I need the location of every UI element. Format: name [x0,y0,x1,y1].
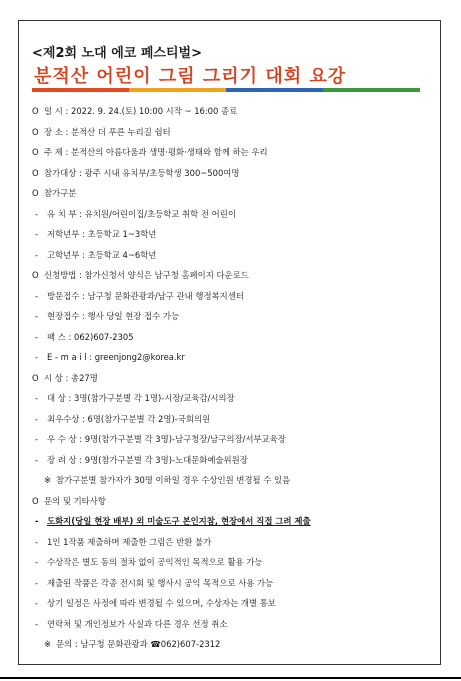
line-schedule-change [32,593,434,614]
line-text: 상기 일정은 사정에 따라 변경될 수 있으며, 수상자는 개별 통보 [47,598,276,608]
dash-marker: - [35,577,39,588]
line-categories-heading [32,183,434,204]
dash-marker: - [35,536,39,547]
line-text: 1인 1작품 제출하며 제출한 그림은 반환 불가 [47,536,212,547]
line-lower-grade [32,224,434,245]
bullet-marker: O [32,270,39,280]
line-text: 연락처 및 개인정보가 사실과 다른 경우 선정 취소 [47,618,228,629]
bullet-marker: O [32,147,39,157]
color-segment-4 [323,88,420,92]
line-date [32,101,434,122]
line-text: 문의 : 남구청 문화관광과 ☎062)607-2312 [56,639,221,649]
line-one-entry [32,532,434,553]
dash-marker: - [35,413,39,424]
dash-marker: - [35,454,39,465]
line-text: 최우수상 : 6명(참가구분별 각 2명)-국회의원 [47,413,211,424]
color-segment-3 [226,88,323,92]
line-materials [32,511,434,532]
line-text: 참가구분별 참가자가 30명 이하일 경우 수상인원 변경될 수 있음 [56,475,291,485]
bullet-marker: O [32,106,39,116]
event-subtitle: <제2회 노대 에코 페스티벌> [32,46,202,61]
line-awards [32,368,434,389]
dash-marker: - [35,229,39,239]
dash-marker: - [35,352,39,362]
line-email [32,347,434,368]
line-upper-grade [32,245,434,266]
line-inquiry-heading [32,491,434,512]
line-kindergarten [32,204,434,225]
dash-marker: - [35,331,39,342]
color-segment-1 [32,88,129,92]
bullet-marker: O [32,372,39,383]
line-text: 문의 및 기타사항 [44,495,106,506]
note-marker: ※ [44,639,52,649]
dash-marker: - [35,311,39,321]
line-text: 시 상 : 총27명 [44,372,98,383]
page-title: 분적산 어린이 그림 그리기 대회 요강 [34,66,347,87]
bullet-marker: O [32,167,39,178]
line-text: 제출된 작품은 각종 전시회 및 행사시 공익 목적으로 사용 가능 [47,577,274,588]
line-application [32,265,434,286]
line-cancellation [32,614,434,635]
line-text: 주 제 : 분적산의 아름다움과 생명·평화·생태와 함께 하는 우리 [44,147,268,157]
dash-marker: - [35,516,39,526]
color-divider-bar [32,88,420,92]
line-text: 도화지(당일 현장 배부) 외 미술도구 본인지참, 현장에서 직접 그려 제출 [47,516,311,526]
line-text: 수상작은 별도 동의 절차 없이 공익적인 목적으로 활용 가능 [47,557,263,567]
line-grand-prize [32,388,434,409]
bullet-marker: O [32,126,39,137]
guideline-list [32,101,434,655]
dash-marker: - [35,598,39,608]
note-marker: ※ [44,475,52,485]
line-contact [32,634,434,655]
line-excellence-prize [32,409,434,430]
line-text: 참가구분 [44,188,77,198]
line-winner-usage [32,552,434,573]
line-text: 고학년부 : 초등학교 4~6학년 [47,249,157,260]
dash-marker: - [35,393,39,403]
line-awards-note [32,470,434,491]
line-exhibition-usage [32,573,434,594]
line-encouragement-prize [32,450,434,471]
bullet-marker: O [32,188,39,198]
line-text: 참가대상 : 광주 시내 유치부/초등학생 300~500여명 [44,167,240,178]
line-text: 신청방법 : 참가신청서 양식은 남구청 홈페이지 다운로드 [44,270,249,280]
color-segment-2 [129,88,226,92]
line-merit-prize [32,429,434,450]
line-text: E - m a i l : greenjong2@korea.kr [47,352,185,362]
dash-marker: - [35,557,39,567]
dash-marker: - [35,208,39,219]
line-text: 팩 스 : 062)607-2305 [47,331,134,342]
line-onsite [32,306,434,327]
dash-marker: - [35,249,39,260]
bottom-divider [0,677,461,679]
line-text: 유 치 부 : 유치원/어린이집/초등학교 취학 전 어린이 [47,208,236,219]
line-text: 대 상 : 3명(참가구분별 각 1명)-시장/교육감/시의장 [47,393,235,403]
line-venue [32,122,434,143]
line-fax [32,327,434,348]
line-text: 우 수 상 : 9명(참가구분별 각 3명)-남구청장/남구의장/서부교육장 [47,434,286,444]
dash-marker: - [35,290,39,301]
line-participants [32,163,434,184]
line-text: 일 시 : 2022. 9. 24.(토) 10:00 시작 ~ 16:00 종료 [44,106,238,116]
line-theme [32,142,434,163]
dash-marker: - [35,618,39,629]
line-text: 장 려 상 : 9명(참가구분별 각 3명)-노대문화예술위원장 [47,454,248,465]
line-text: 저학년부 : 초등학교 1~3학년 [47,229,157,239]
line-text: 현장접수 : 행사 당일 현장 접수 가능 [47,311,180,321]
dash-marker: - [35,434,39,444]
line-text: 방문접수 : 남구청 문화관광과/남구 관내 행정복지센터 [47,290,244,301]
line-text: 장 소 : 분적산 더 푸른 누리길 쉼터 [44,126,171,137]
bullet-marker: O [32,495,39,506]
line-visit [32,286,434,307]
